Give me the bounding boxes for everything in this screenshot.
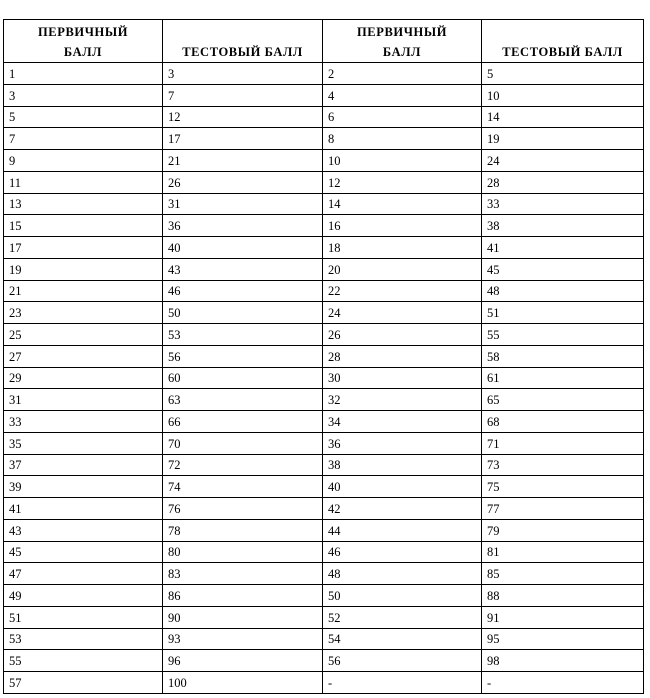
test-score-left-cell: 83	[163, 563, 323, 585]
table-row	[4, 150, 644, 172]
test-score-right-cell: 71	[482, 432, 644, 454]
primary-score-left-cell: 23	[4, 302, 163, 324]
table-row	[4, 302, 644, 324]
test-score-left-cell: 3	[163, 63, 323, 85]
test-score-right-cell: 24	[482, 150, 644, 172]
test-score-right-cell: 73	[482, 454, 644, 476]
table-row	[4, 63, 644, 85]
primary-score-left-cell: 25	[4, 324, 163, 346]
primary-score-left-cell: 31	[4, 389, 163, 411]
test-score-left-cell: 72	[163, 454, 323, 476]
table-row	[4, 280, 644, 302]
table-row	[4, 171, 644, 193]
test-score-right-cell: 14	[482, 106, 644, 128]
primary-score-right-cell: 10	[323, 150, 482, 172]
primary-score-left-cell: 47	[4, 563, 163, 585]
primary-score-left-cell: 3	[4, 84, 163, 106]
score-conversion-table-wrapper	[3, 19, 644, 694]
header-primary-score-left: ПЕРВИЧНЫЙ БАЛЛ	[4, 20, 163, 63]
test-score-left-cell: 40	[163, 237, 323, 259]
test-score-left-cell: 80	[163, 541, 323, 563]
primary-score-left-cell: 27	[4, 345, 163, 367]
test-score-right-cell: 81	[482, 541, 644, 563]
primary-score-right-cell: 48	[323, 563, 482, 585]
table-row	[4, 628, 644, 650]
test-score-right-cell: 45	[482, 258, 644, 280]
test-score-left-cell: 53	[163, 324, 323, 346]
test-score-left-cell: 66	[163, 411, 323, 433]
test-score-right-cell: 38	[482, 215, 644, 237]
test-score-left-cell: 31	[163, 193, 323, 215]
test-score-left-cell: 78	[163, 519, 323, 541]
test-score-left-cell: 63	[163, 389, 323, 411]
primary-score-right-cell: 14	[323, 193, 482, 215]
table-row	[4, 454, 644, 476]
primary-score-right-cell: 30	[323, 367, 482, 389]
test-score-right-cell: 98	[482, 650, 644, 672]
primary-score-right-cell: 42	[323, 498, 482, 520]
primary-score-right-cell: 18	[323, 237, 482, 259]
test-score-right-cell: -	[482, 672, 644, 694]
header-primary-score-right: ПЕРВИЧНЫЙ БАЛЛ	[323, 20, 482, 63]
primary-score-left-cell: 5	[4, 106, 163, 128]
test-score-left-cell: 56	[163, 345, 323, 367]
header-test-score-right: ТЕСТОВЫЙ БАЛЛ	[482, 20, 644, 63]
test-score-left-cell: 21	[163, 150, 323, 172]
test-score-left-cell: 90	[163, 606, 323, 628]
test-score-right-cell: 88	[482, 585, 644, 607]
test-score-left-cell: 96	[163, 650, 323, 672]
test-score-right-cell: 5	[482, 63, 644, 85]
primary-score-right-cell: 50	[323, 585, 482, 607]
test-score-right-cell: 85	[482, 563, 644, 585]
table-row	[4, 258, 644, 280]
primary-score-left-cell: 43	[4, 519, 163, 541]
test-score-right-cell: 51	[482, 302, 644, 324]
primary-score-right-cell: 28	[323, 345, 482, 367]
table-row	[4, 345, 644, 367]
test-score-left-cell: 50	[163, 302, 323, 324]
test-score-right-cell: 41	[482, 237, 644, 259]
test-score-right-cell: 61	[482, 367, 644, 389]
primary-score-right-cell: 36	[323, 432, 482, 454]
test-score-left-cell: 100	[163, 672, 323, 694]
test-score-right-cell: 65	[482, 389, 644, 411]
primary-score-left-cell: 51	[4, 606, 163, 628]
test-score-right-cell: 77	[482, 498, 644, 520]
table-row	[4, 476, 644, 498]
primary-score-right-cell: 16	[323, 215, 482, 237]
primary-score-right-cell: 12	[323, 171, 482, 193]
primary-score-right-cell: 38	[323, 454, 482, 476]
score-conversion-table	[3, 19, 644, 694]
test-score-left-cell: 74	[163, 476, 323, 498]
primary-score-right-cell: 22	[323, 280, 482, 302]
primary-score-left-cell: 1	[4, 63, 163, 85]
table-row	[4, 563, 644, 585]
primary-score-left-cell: 13	[4, 193, 163, 215]
test-score-right-cell: 58	[482, 345, 644, 367]
primary-score-right-cell: 20	[323, 258, 482, 280]
table-row	[4, 606, 644, 628]
primary-score-right-cell: 2	[323, 63, 482, 85]
primary-score-right-cell: 6	[323, 106, 482, 128]
table-row	[4, 237, 644, 259]
primary-score-left-cell: 49	[4, 585, 163, 607]
primary-score-right-cell: 8	[323, 128, 482, 150]
primary-score-left-cell: 45	[4, 541, 163, 563]
test-score-right-cell: 48	[482, 280, 644, 302]
table-row	[4, 128, 644, 150]
primary-score-right-cell: 56	[323, 650, 482, 672]
table-row	[4, 367, 644, 389]
primary-score-right-cell: 26	[323, 324, 482, 346]
test-score-right-cell: 55	[482, 324, 644, 346]
header-test-score-left: ТЕСТОВЫЙ БАЛЛ	[163, 20, 323, 63]
primary-score-left-cell: 7	[4, 128, 163, 150]
test-score-right-cell: 10	[482, 84, 644, 106]
table-row	[4, 389, 644, 411]
primary-score-left-cell: 17	[4, 237, 163, 259]
primary-score-left-cell: 57	[4, 672, 163, 694]
table-row	[4, 193, 644, 215]
table-row	[4, 215, 644, 237]
primary-score-left-cell: 15	[4, 215, 163, 237]
primary-score-right-cell: 4	[323, 84, 482, 106]
test-score-right-cell: 28	[482, 171, 644, 193]
table-row	[4, 324, 644, 346]
primary-score-right-cell: 52	[323, 606, 482, 628]
test-score-left-cell: 12	[163, 106, 323, 128]
primary-score-left-cell: 53	[4, 628, 163, 650]
primary-score-left-cell: 37	[4, 454, 163, 476]
primary-score-left-cell: 41	[4, 498, 163, 520]
primary-score-left-cell: 21	[4, 280, 163, 302]
test-score-right-cell: 95	[482, 628, 644, 650]
primary-score-right-cell: 24	[323, 302, 482, 324]
table-row	[4, 519, 644, 541]
test-score-left-cell: 7	[163, 84, 323, 106]
primary-score-left-cell: 11	[4, 171, 163, 193]
test-score-right-cell: 75	[482, 476, 644, 498]
table-row	[4, 432, 644, 454]
test-score-left-cell: 36	[163, 215, 323, 237]
table-row	[4, 585, 644, 607]
table-row	[4, 411, 644, 433]
test-score-left-cell: 70	[163, 432, 323, 454]
table-row	[4, 84, 644, 106]
test-score-right-cell: 19	[482, 128, 644, 150]
test-score-left-cell: 43	[163, 258, 323, 280]
test-score-right-cell: 79	[482, 519, 644, 541]
table-row	[4, 650, 644, 672]
table-row	[4, 672, 644, 694]
primary-score-left-cell: 35	[4, 432, 163, 454]
primary-score-right-cell: 44	[323, 519, 482, 541]
table-row	[4, 106, 644, 128]
primary-score-right-cell: 54	[323, 628, 482, 650]
primary-score-left-cell: 9	[4, 150, 163, 172]
test-score-left-cell: 17	[163, 128, 323, 150]
primary-score-left-cell: 55	[4, 650, 163, 672]
table-row	[4, 498, 644, 520]
test-score-left-cell: 26	[163, 171, 323, 193]
test-score-left-cell: 76	[163, 498, 323, 520]
primary-score-right-cell: 32	[323, 389, 482, 411]
test-score-right-cell: 33	[482, 193, 644, 215]
primary-score-left-cell: 33	[4, 411, 163, 433]
primary-score-left-cell: 29	[4, 367, 163, 389]
table-body	[4, 63, 644, 694]
primary-score-left-cell: 39	[4, 476, 163, 498]
primary-score-right-cell: 34	[323, 411, 482, 433]
test-score-left-cell: 93	[163, 628, 323, 650]
primary-score-left-cell: 19	[4, 258, 163, 280]
test-score-left-cell: 86	[163, 585, 323, 607]
test-score-left-cell: 46	[163, 280, 323, 302]
primary-score-right-cell: 40	[323, 476, 482, 498]
primary-score-right-cell: 46	[323, 541, 482, 563]
table-row	[4, 541, 644, 563]
test-score-right-cell: 91	[482, 606, 644, 628]
test-score-left-cell: 60	[163, 367, 323, 389]
test-score-right-cell: 68	[482, 411, 644, 433]
primary-score-right-cell: -	[323, 672, 482, 694]
table-header-row	[4, 20, 644, 63]
